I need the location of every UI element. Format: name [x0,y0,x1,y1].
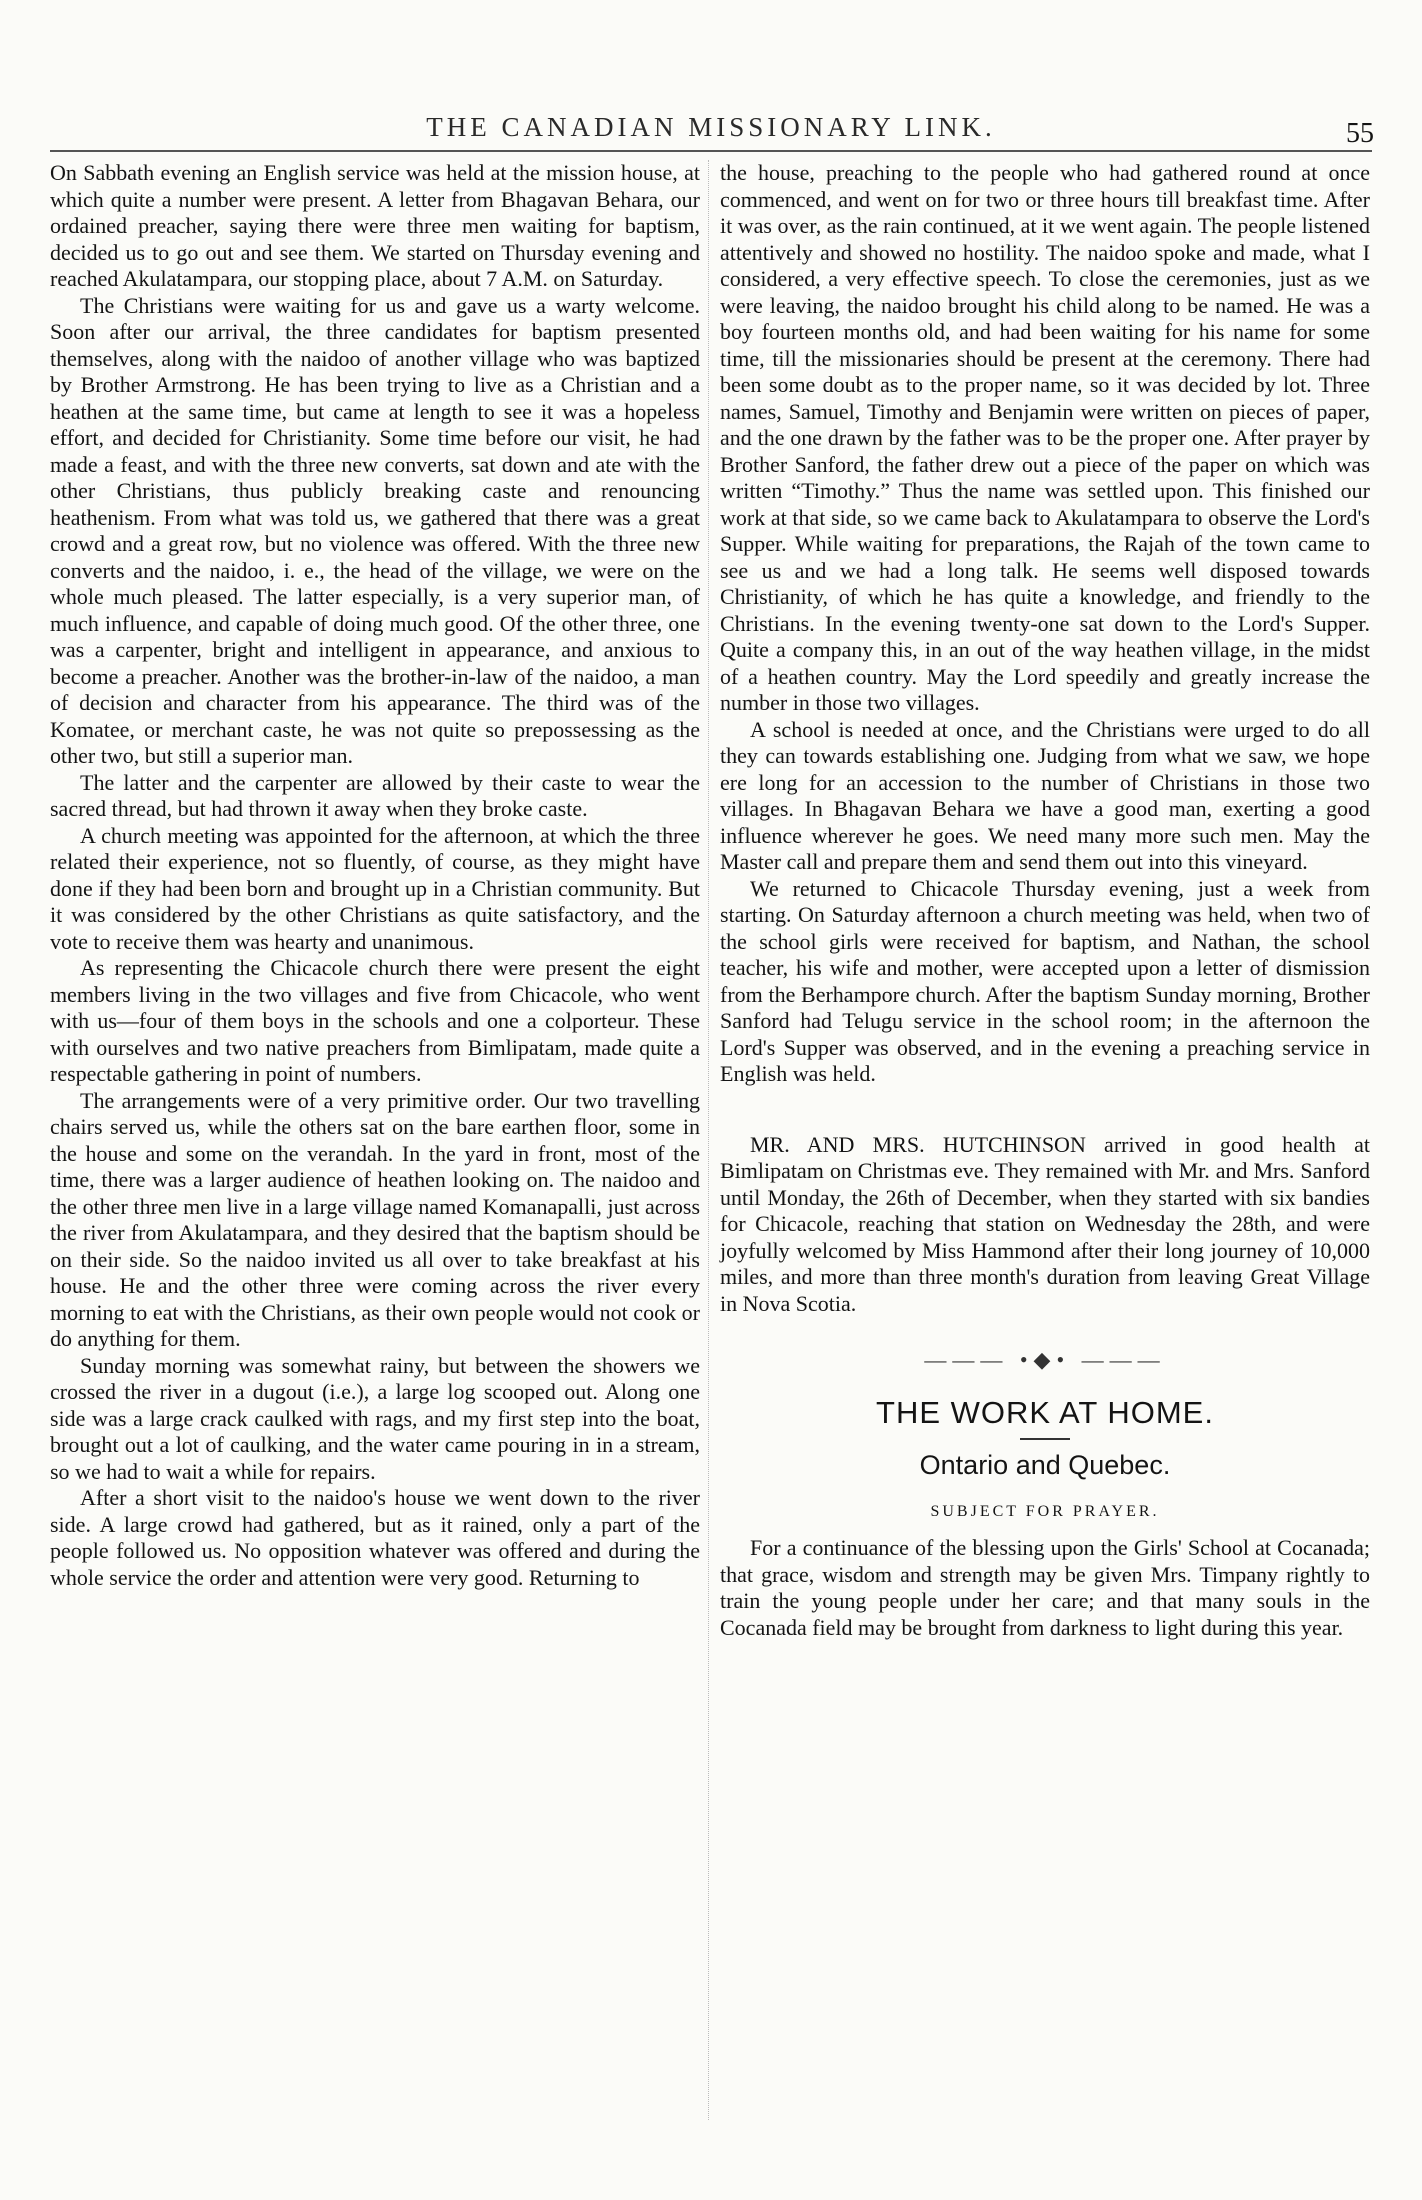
heading-rule [1020,1438,1070,1440]
column-divider [708,160,709,2120]
paragraph: A church meeting was appointed for the afternoon, at which the three related their experience, not so fluently, of course, as they might have done if they had been born and brought up in a Christian community. But it was considered by the other Christians as quite satisfactory, and the vote to receive them was hearty and unanimous. [50,822,700,954]
left-column [50,160,700,1591]
spacer [720,1088,1370,1132]
paragraph: As representing the Chicacole church there were present the eight members living in the two villages and five from Chicacole, who went with us—four of them boys in the schools and one a colporteur. These with ourselves and two native preachers from Bimlipatam, made quite a respectable gathering in point of numbers. [50,955,700,1086]
paragraph: We returned to Chicacole Thursday evening, just a week from starting. On Saturday afternoon a church meeting was held, when two of the school girls were received for baptism, and Nathan, the school teacher, his wife and mother, were accepted upon a letter of dismission from the Berhampore church. After the baptism Sunday morning, Brother Sanford had Telugu service in the school room; in the afternoon the Lord's Supper was observed, and in the evening a preaching service in English was held. [720,875,1370,1086]
right-column [720,160,1370,1641]
section-heading: THE WORK AT HOME. [876,1394,1214,1430]
paragraph: The latter and the carpenter are allowed by their caste to wear the sacred thread, but had thrown it away when they broke caste. [50,769,700,821]
paragraph: After a short visit to the naidoo's house we went down to the river side. A large crowd had gathered, but as it rained, only a part of the people followed us. No opposition whatever was offered and during the whole service the order and attention were very good. Returning to [50,1485,700,1590]
subsection-heading: Ontario and Quebec. [919,1450,1171,1480]
paragraph: Sunday morning was somewhat rainy, but between the showers we crossed the river in a dugout (i.e.), a large log scooped out. Along one side was a large crack caulked with rags, and my first step into the boat, brought out a lot of caulking, and the water came pouring in in a stream, so we had to wait a while for repairs. [50,1352,700,1484]
paragraph: the house, preaching to the people who had gathered round at once commenced, and went on for two or three hours till breakfast time. After it was over, as the rain continued, at it we went again. The people listened attentively and showed no hostility. The naidoo spoke and made, what I considered, a very effective speech. To close the ceremonies, just as we were leaving, the naidoo brought his child along to be named. He was a boy fourteen months old, and had been waiting for his name for some time, till the missionaries should be present at the ceremony. There had been some doubt as to the proper name, so it was decided by lot. Three names, Samuel, Timothy and Benjamin were written on pieces of paper, and the one drawn by the father was to be the proper one. After prayer by Brother Sanford, the father drew out a piece of the paper on which was written “Timothy.” Thus the name was settled upon. This finished our work at that side, so we came back to Akulatampara to observe the Lord's Supper. While waiting for preparations, the Rajah of the town came to see us and we had a long talk. He seems well disposed towards Christianity, of which he has quite a knowledge, and friendly to the Christians. In the evening twenty-one sat down to the Lord's Supper. Quite a company this, in an out of the way heathen village, in the midst of a heathen country. May the Lord speedily and greatly increase the number in those two villages. [720,160,1370,715]
paragraph: A school is needed at once, and the Christians were urged to do all they can towards establishing one. Judging from what we saw, we hope ere long for an accession to the number of Christians in those two villages. In Bhagavan Behara we have a good man, exerting a good influence wherever he goes. We need many more such men. May the Master call and prepare them and send them out into this vineyard. [720,716,1370,874]
prayer-paragraph: For a continuance of the blessing upon the Girls' School at Cocanada; that grace, wisdom and strength may be given Mrs. Timpany rightly to train the young people under her care; and that many souls in the Cocanada field may be brought from darkness to light during this year. [720,1535,1370,1640]
page-number: 55 [1346,118,1374,149]
running-title: THE CANADIAN MISSIONARY LINK. [426,112,996,142]
paragraph: The arrangements were of a very primitive order. Our two travelling chairs served us, while the others sat on the bare earthen floor, some in the house and some on the verandah. In the yard in front, most of the time, there was a larger audience of heathen looking on. The naidoo and the other three men live in a large village named Komanapalli, just across the river from Akulatampara, and they desired that the baptism should be on their side. So the naidoo invited us all over to take breakfast at his house. He and the other three were coming across the river every morning to eat with the Christians, as their own people would not cook or do anything for them. [50,1087,700,1351]
running-header [0,112,1422,152]
news-paragraph: MR. AND MRS. HUTCHINSON arrived in good health at Bimlipatam on Christmas eve. They remained with Mr. and Mrs. Sanford until Monday, the 26th of December, when they started with six bandies for Chicacole, reaching that station on Wednesday the 28th, and were joyfully welcomed by Miss Hammond after their long journey of 10,000 miles, and more than three month's duration from leaving Great Village in Nova Scotia. [720,1131,1370,1316]
paragraph: The Christians were waiting for us and gave us a warty welcome. Soon after our arrival, the three candidates for baptism presented themselves, along with the naidoo of another village who was baptized by Brother Armstrong. He has been trying to live as a Christian and a heathen at the same time, but came at length to see it was a hopeless effort, and decided for Christianity. Some time before our visit, he had made a feast, and with the three new converts, sat down and ate with the other Christians, thus publicly breaking caste and renouncing heathenism. From what was told us, we gathered that there was a great crowd and a great row, but no violence was offered. With the three new converts and the naidoo, i. e., the head of the village, we were on the whole much pleased. The latter especially, is a very superior man, of much influence, and capable of doing much good. Of the other three, one was a carpenter, bright and intelligent in appearance, and anxious to become a preacher. Another was the brother-in-law of the naidoo, a man of decision and character from his appearance. The third was of the Komatee, or merchant caste, he was not quite so prepossessing as the other two, but still a superior man. [50,292,700,768]
header-rule [50,150,1372,152]
section-ornament: ——— •◆• ——— [924,1347,1166,1372]
paragraph: On Sabbath evening an English service was held at the mission house, at which quite a number were present. A letter from Bhagavan Behara, our ordained preacher, saying there were three men waiting for baptism, decided us to go out and see them. We started on Thursday evening and reached Akulatampara, our stopping place, about 7 A.M. on Saturday. [50,160,700,291]
prayer-heading: SUBJECT FOR PRAYER. [930,1502,1160,1520]
